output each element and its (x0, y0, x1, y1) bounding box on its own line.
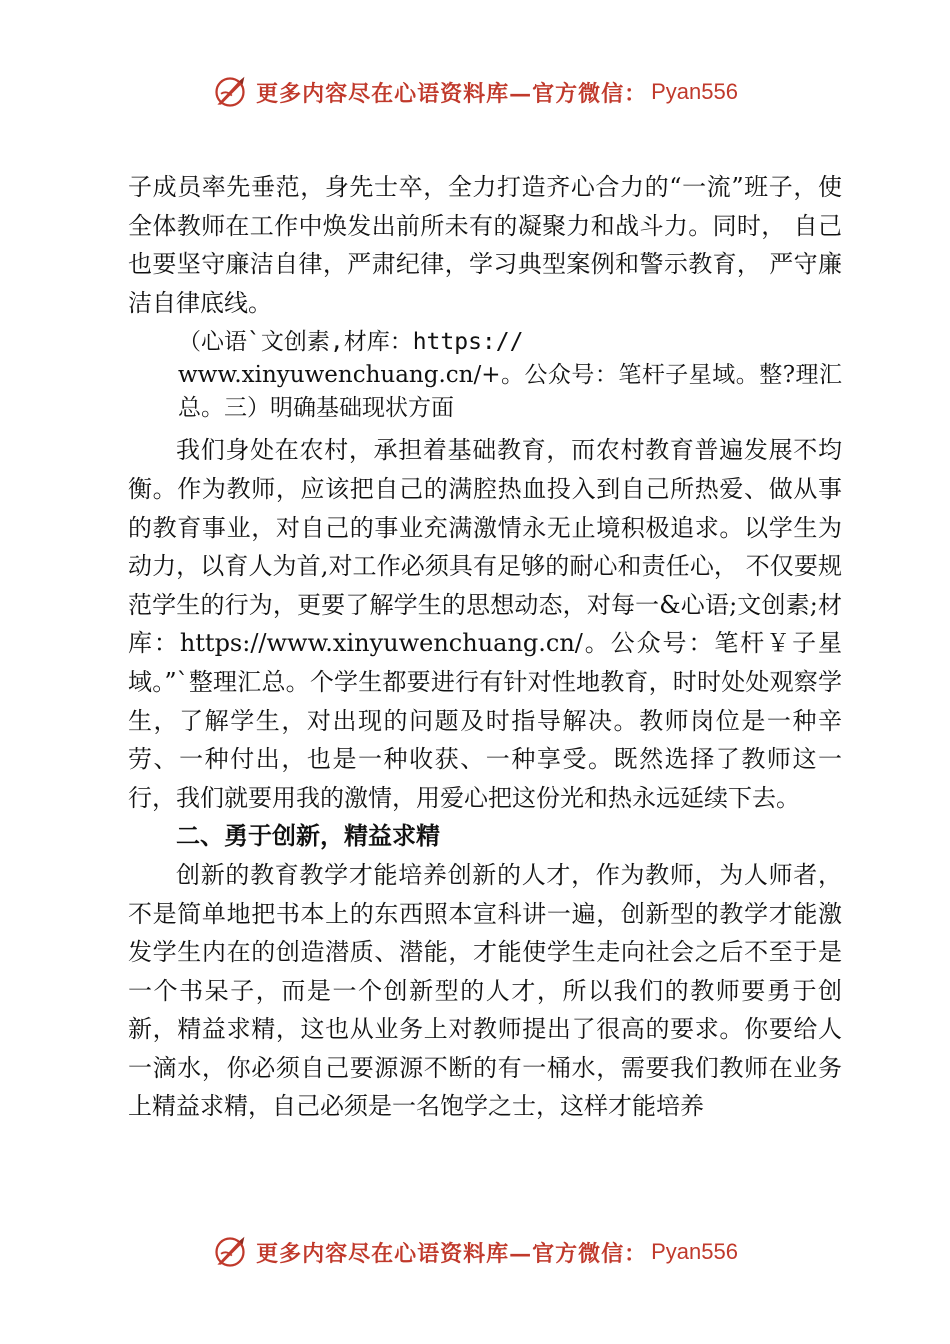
document-body (128, 168, 842, 1126)
source-note-line-1: （心语`文创素,材库：https:// (178, 329, 524, 356)
paragraph-2: 我们身处在农村，承担着基础教育，而农村教育普遍发展不均衡。作为教师，应该把自己的满腔热血投入到自己所热爱、做从事的教育事业，对自己的事业充满激情永无止境积极追求。以学生为动力，以育人为首,对工作必须具有足够的耐心和责任心， 不仅要规范学生的行为，更要了解学生的思想动态，对每一&心语;文创素;材库：https://www.xinyuwenchuang.cn/。公众号：笔杆￥子星域。”`整理汇总。个学生都要进行有针对性地教育，时时处处观察学生，了解学生，对出现的问题及时指导解决。教师岗位是一种辛劳、一种付出，也是一种收获、一种享受。既然选择了教师这一行，我们就要用我的激情，用爱心把这份光和热永远延续下去。 (128, 436, 842, 812)
paragraph-3: 创新的教育教学才能培养创新的人才，作为教师，为人师者，不是简单地把书本上的东西照本宣科讲一遍，创新型的教学才能激发学生内在的创造潜质、潜能，才能使学生走向社会之后不至于是一个书呆子，而是一个创新型的人才，所以我们的教师要勇于创新，精益求精，这也从业务上对教师提出了很高的要求。你要给人一滴水，你必须自己要源源不断的有一桶水，需要我们教师在业务上精益求精，自己必须是一名饱学之士，这样才能培养 (128, 860, 842, 1121)
footer-banner (0, 1230, 950, 1274)
section-heading: 二、勇于创新，精益求精 (176, 822, 440, 851)
source-note (128, 326, 842, 425)
banner-wechat-id: Pyan556 (651, 79, 738, 104)
source-note-line-2: www.xinyuwenchuang.cn/+。公众号：笔杆子星域。整?理汇总。三）明确基础现状方面 (178, 362, 842, 422)
quill-pen-logo-icon (212, 74, 248, 110)
paragraph-1: 子成员率先垂范，身先士卒，全力打造齐心合力的“一流”班子，使全体教师在工作中焕发出前所未有的凝聚力和战斗力。同时， 自己也要坚守廉洁自律，严肃纪律，学习典型案例和警示教育， 严守廉洁自律底线。 (128, 173, 842, 317)
header-banner (0, 70, 950, 114)
banner-text: 更多内容尽在心语资料库—官方微信： (256, 1240, 648, 1267)
banner-wechat-id: Pyan556 (651, 1239, 738, 1264)
banner-text: 更多内容尽在心语资料库—官方微信： (256, 80, 648, 107)
quill-pen-logo-icon (212, 1234, 248, 1270)
